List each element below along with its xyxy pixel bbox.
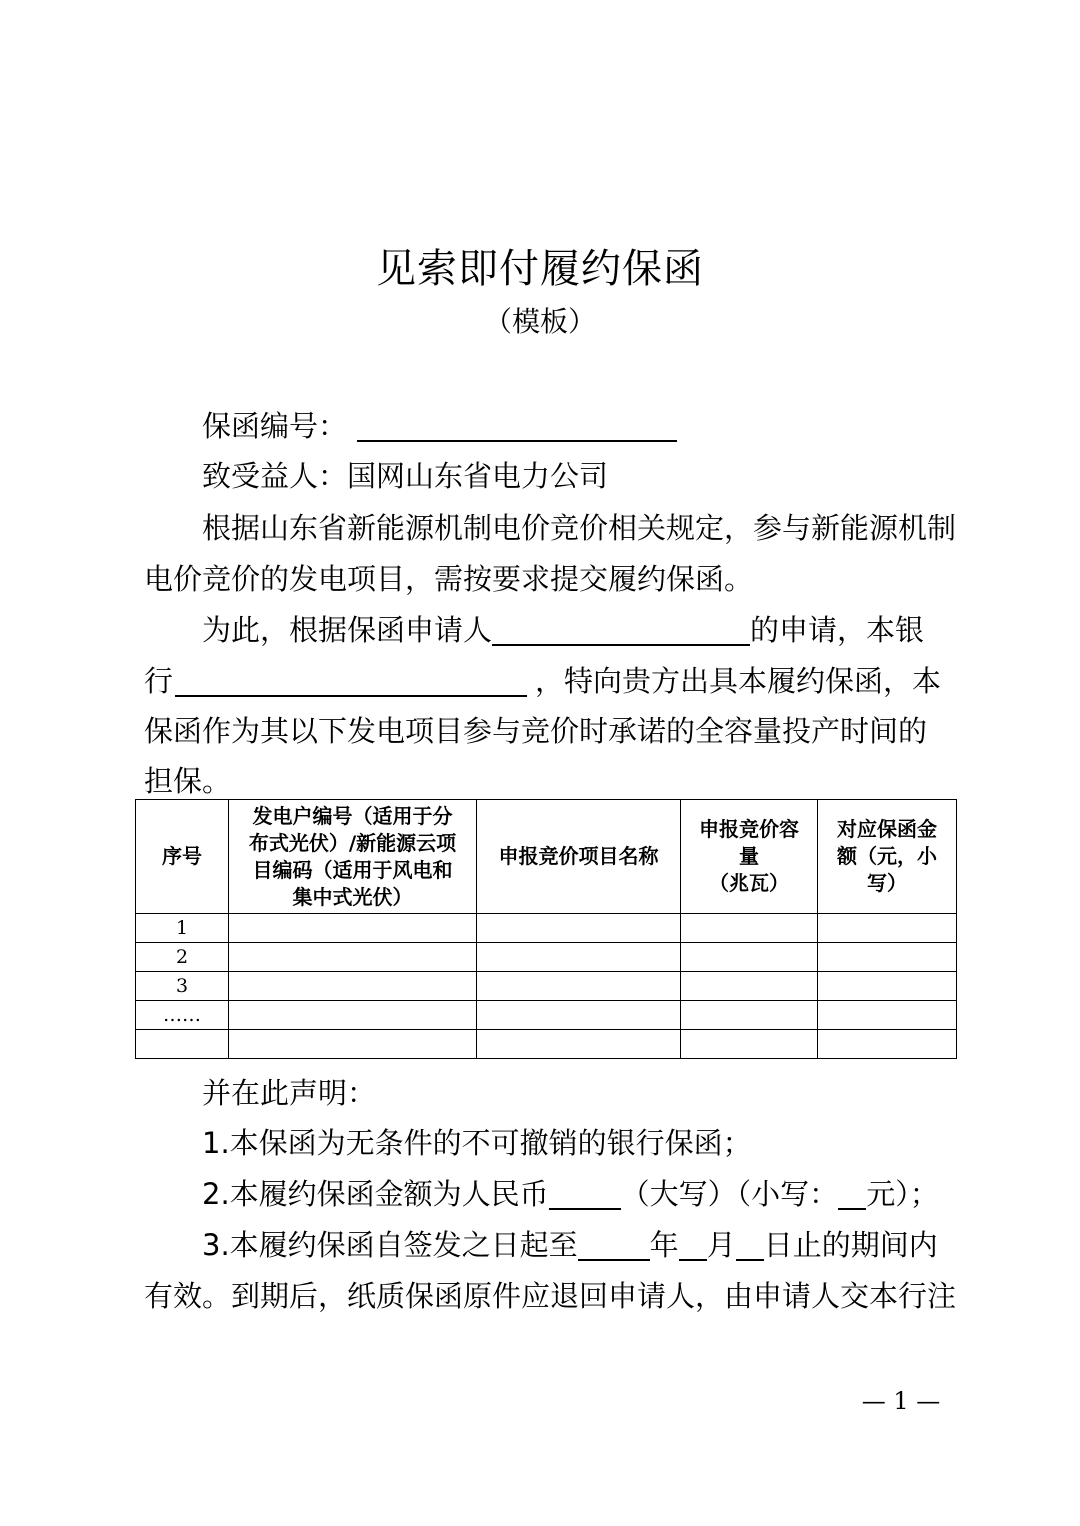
day-label: 日止的期间内 — [763, 1228, 938, 1262]
table-row — [136, 1001, 957, 1030]
paragraph-1-line-2: 电价竞价的发电项目，需按要求提交履约保函。 — [144, 562, 754, 596]
header-capacity: 申报竞价容 量 （兆瓦） — [681, 800, 818, 914]
row-cell — [229, 1030, 477, 1059]
year-label: 年 — [649, 1228, 679, 1262]
row-serial: 1 — [136, 914, 229, 943]
paragraph-2-line-1 — [202, 610, 950, 650]
applicant-blank — [492, 612, 750, 646]
header-project-name: 申报竞价项目名称 — [477, 800, 681, 914]
document-title: 见索即付履约保函 — [376, 246, 704, 292]
amount-figure-blank — [838, 1176, 866, 1210]
guarantee-number-label: 保函编号： — [202, 409, 348, 443]
row-cell — [229, 1001, 477, 1030]
row-cell — [477, 1001, 681, 1030]
month-label: 月 — [706, 1228, 736, 1262]
row-cell — [477, 1030, 681, 1059]
row-cell — [681, 943, 818, 972]
beneficiary-line: 致受益人：国网山东省电力公司 — [202, 459, 609, 493]
month-blank — [679, 1227, 707, 1261]
row-cell — [818, 1030, 957, 1059]
declaration-item-3-line-2: 有效。到期后，纸质保函原件应退回申请人，由申请人交本行注 — [144, 1279, 957, 1313]
amount-middle: （大写）（小写： — [620, 1177, 839, 1211]
applicant-suffix: 的申请，本银 — [750, 613, 925, 647]
row-cell — [477, 914, 681, 943]
declaration-item-3-line-1 — [202, 1225, 950, 1265]
amount-words-blank — [549, 1176, 621, 1210]
row-cell — [681, 1001, 818, 1030]
row-cell — [818, 943, 957, 972]
year-blank — [578, 1227, 650, 1261]
header-generator-code: 发电户编号（适用于分 布式光伏）/新能源云项 目编码（适用于风电和 集中式光伏） — [229, 800, 477, 914]
row-serial: 3 — [136, 972, 229, 1001]
row-cell — [681, 1030, 818, 1059]
declaration-item-1: 1.本保函为无条件的不可撤销的银行保函； — [202, 1126, 752, 1160]
declaration-item-2 — [202, 1174, 950, 1214]
bank-blank — [175, 663, 527, 697]
amount-label: 2.本履约保函金额为人民币 — [202, 1177, 549, 1211]
validity-label: 3.本履约保函自签发之日起至 — [202, 1228, 578, 1262]
row-cell — [477, 943, 681, 972]
row-cell — [229, 972, 477, 1001]
bank-label: 行 — [144, 664, 174, 698]
row-serial: …… — [136, 1001, 229, 1030]
header-serial-number: 序号 — [136, 800, 229, 914]
paragraph-2-line-3: 保函作为其以下发电项目参与竞价时承诺的全容量投产时间的 — [144, 714, 928, 748]
row-cell — [681, 914, 818, 943]
paragraph-2-line-2 — [144, 661, 950, 701]
row-serial — [136, 1030, 229, 1059]
amount-suffix: 元）； — [866, 1177, 939, 1211]
project-table — [135, 799, 957, 1059]
bank-suffix: ，特向贵方出具本履约保函，本 — [535, 664, 942, 698]
paragraph-1-line-1: 根据山东省新能源机制电价竞价相关规定，参与新能源机制 — [202, 511, 957, 545]
table-row — [136, 943, 957, 972]
row-cell — [818, 914, 957, 943]
guarantee-number-blank — [357, 408, 677, 442]
table-row — [136, 972, 957, 1001]
row-cell — [818, 1001, 957, 1030]
header-guarantee-amount: 对应保函金 额（元，小 写） — [818, 800, 957, 914]
row-cell — [229, 914, 477, 943]
row-cell — [681, 972, 818, 1001]
row-serial: 2 — [136, 943, 229, 972]
row-cell — [818, 972, 957, 1001]
row-cell — [477, 972, 681, 1001]
row-cell — [229, 943, 477, 972]
page-number: — 1 — — [861, 1387, 941, 1415]
table-row — [136, 1030, 957, 1059]
applicant-label: 为此，根据保函申请人 — [202, 613, 493, 647]
table-row — [136, 914, 957, 943]
guarantee-number-line — [202, 406, 950, 446]
day-blank — [736, 1227, 764, 1261]
declaration-heading: 并在此声明： — [202, 1076, 377, 1110]
table-header-row — [136, 800, 957, 914]
paragraph-2-line-4: 担保。 — [144, 764, 232, 798]
document-subtitle: （模板） — [483, 305, 596, 338]
